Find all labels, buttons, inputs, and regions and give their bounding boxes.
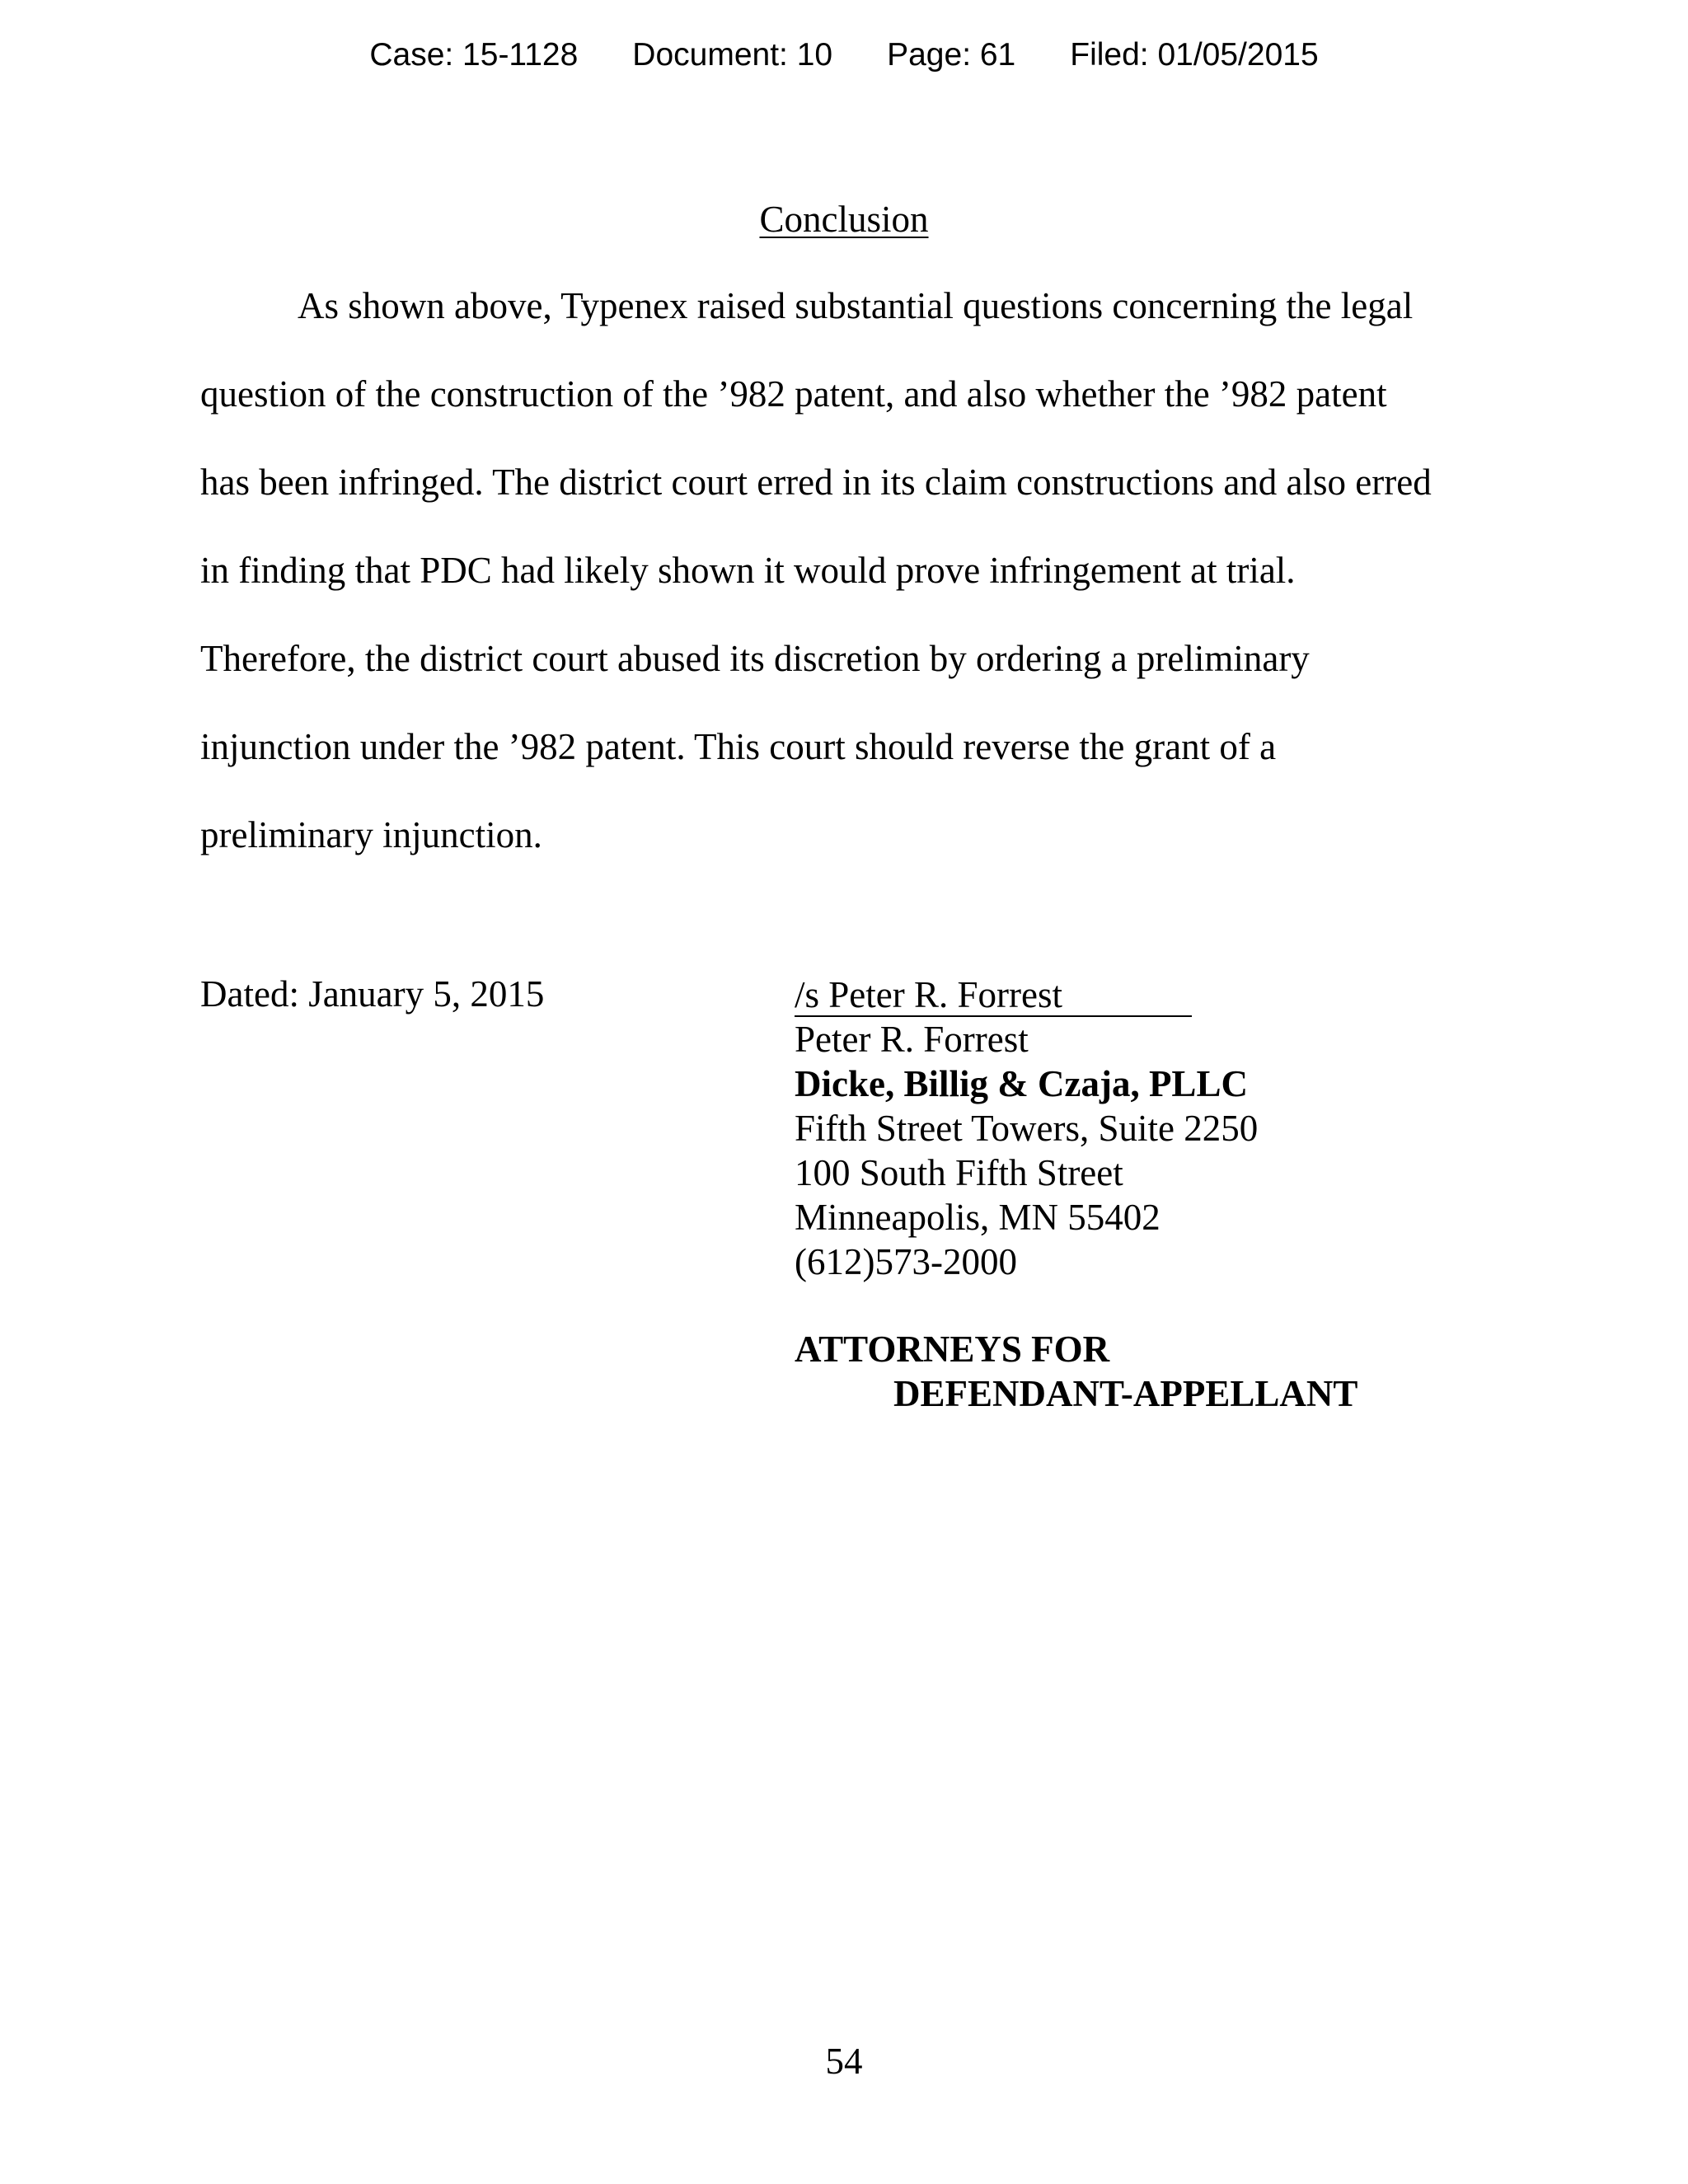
paragraph-line: Therefore, the district court abused its discretion by ordering a preliminary <box>200 638 1310 679</box>
party-designation: DEFENDANT-APPELLANT <box>893 1373 1358 1414</box>
document-number: Document: 10 <box>632 37 833 73</box>
paragraph-line: question of the construction of the ’982 patent, and also whether the ’982 patent <box>200 373 1387 415</box>
address-line-2: 100 South Fifth Street <box>795 1152 1123 1193</box>
document-header <box>0 37 1688 73</box>
attorney-name: Peter R. Forrest <box>795 1019 1029 1060</box>
paragraph-line: injunction under the ’982 patent. This court should reverse the grant of a <box>200 726 1277 767</box>
dated-line: Dated: January 5, 2015 <box>200 973 545 1015</box>
page-label: Page: 61 <box>887 37 1016 73</box>
phone-number: (612)573-2000 <box>795 1241 1017 1282</box>
signature-line: /s Peter R. Forrest <box>795 974 1192 1017</box>
paragraph-line: As shown above, Typenex raised substantial questions concerning the legal <box>298 285 1414 326</box>
section-title <box>0 198 1688 241</box>
case-number: Case: 15-1128 <box>369 37 579 73</box>
law-firm-name: Dicke, Billig & Czaja, PLLC <box>795 1063 1248 1104</box>
attorneys-for-line: ATTORNEYS FOR <box>795 1329 1110 1370</box>
signature-block <box>795 972 1258 1284</box>
paragraph-line: has been infringed. The district court erred in its claim constructions and also erred <box>200 462 1432 503</box>
paragraph-line: preliminary injunction. <box>200 814 542 855</box>
section-title-text: Conclusion <box>759 199 929 240</box>
address-line-1: Fifth Street Towers, Suite 2250 <box>795 1108 1259 1149</box>
paragraph-line: in finding that PDC had likely shown it would prove infringement at trial. <box>200 550 1296 591</box>
filed-date: Filed: 01/05/2015 <box>1070 37 1319 73</box>
attorneys-for-block <box>795 1327 1357 1416</box>
city-state-zip: Minneapolis, MN 55402 <box>795 1197 1160 1238</box>
page-number: 54 <box>825 2041 863 2082</box>
